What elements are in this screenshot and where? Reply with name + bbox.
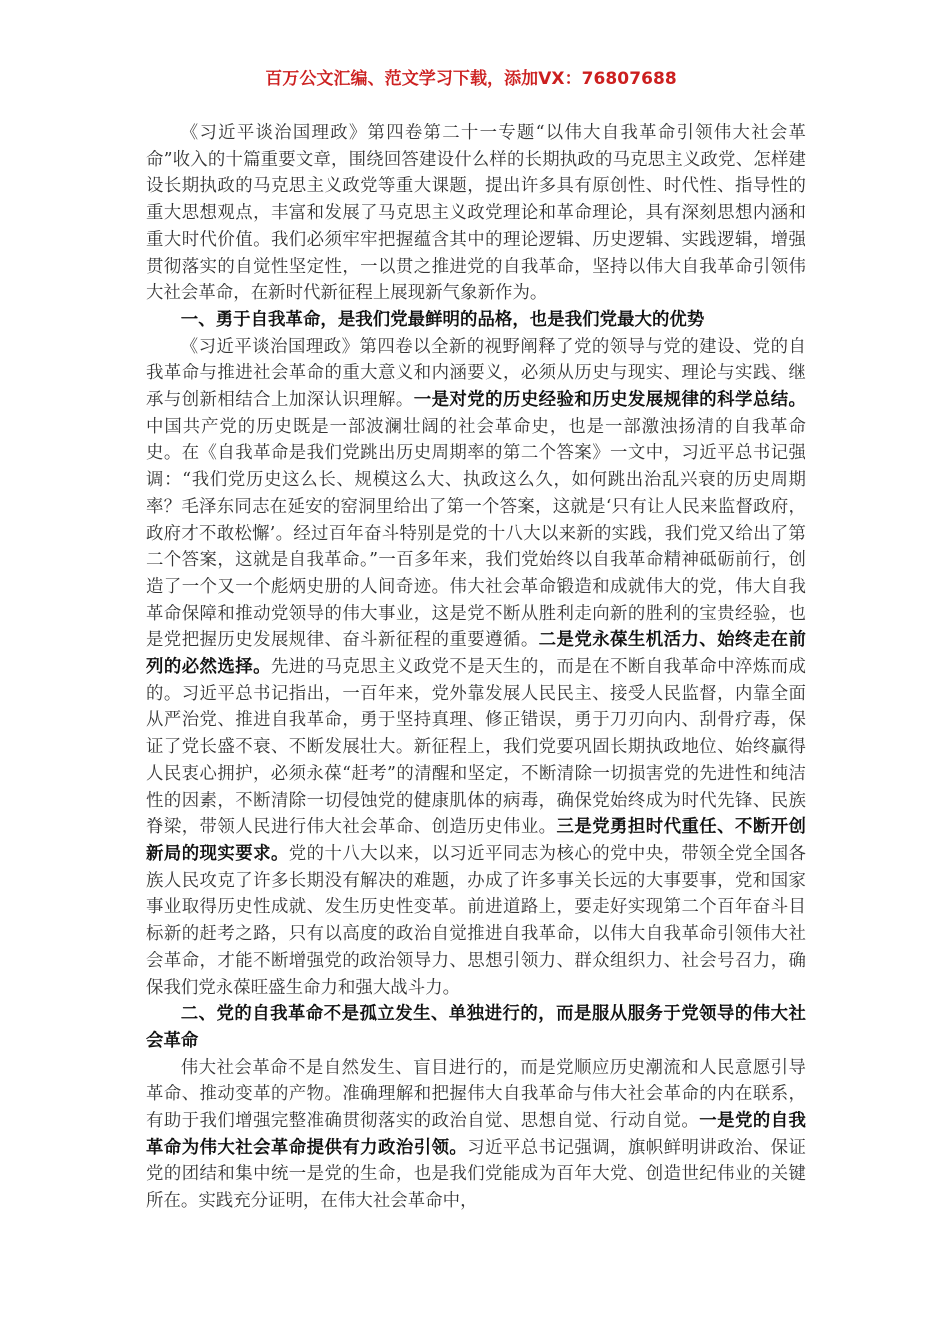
document-page (146, 64, 806, 1215)
text-run: 党的十八大以来，以习近平同志为核心的党中央，带领全党全国各族人民攻克了许多长期没有解决的难题，办成了许多事关长远的大事要事，党和国家事业取得历史性成就、发生历史性变革。前进道路上，要走好实现第二个百年奋斗目标新的赶考之路，只有以高度的政治自觉推进自我革命，以伟大自我革命引领伟大社会革命，才能不断增强党的政治领导力、思想引领力、群众组织力、社会号召力，确保我们党永葆旺盛生命力和强大战斗力。 (146, 843, 806, 998)
section-2-paragraph (146, 1055, 806, 1215)
bold-point-1: 一是党的自我革命为伟大社会革命提供有力政治引领。 (146, 1111, 806, 1158)
section-heading-2: 二、党的自我革命不是孤立发生、单独进行的，而是服从服务于党领导的伟大社会革命 (146, 1004, 806, 1051)
section-1-paragraph (146, 334, 806, 1002)
section-heading-1: 一、勇于自我革命，是我们党最鲜明的品格，也是我们党最大的优势 (180, 309, 705, 330)
bold-point-2: 二是党永葆生机活力、始终走在前列的必然选择。 (146, 630, 806, 678)
text-run: 伟大社会革命不是自然发生、盲目进行的，而是党顺应历史潮流和人民意愿引导革命、推动变革的产物。准确理解和把握伟大自我革命与伟大社会革命的内在联系，有助于我们增强完整准确贯彻落实的政治自觉、思想自觉、行动自觉。 (146, 1057, 806, 1132)
bold-point-1: 一是对党的历史经验和历史发展规律的科学总结。 (413, 390, 806, 411)
header-banner: 百万公文汇编、范文学习下载，添加VX：76807688 (265, 69, 677, 89)
text-run: 习近平总书记强调，旗帜鲜明讲政治、保证党的团结和集中统一是党的生命，也是我们党能成为百年大党、创造世纪伟业的关键所在。实践充分证明，在伟大社会革命中， (146, 1137, 806, 1212)
text-run: 中国共产党的历史既是一部波澜壮阔的社会革命史，也是一部激浊扬清的自我革命史。在《自我革命是我们党跳出历史周期率的第二个答案》一文中，习近平总书记强调：“我们党历史这么长、规模这么大、执政这么久，如何跳出治乱兴衰的历史周期率？毛泽东同志在延安的窑洞里给出了第一个答案，这就是‘只有让人民来监督政府，政府才不敢松懈’。经过百年奋斗特别是党的十八大以来新的实践，我们党又给出了第二个答案，这就是自我革命。”一百多年来，我们党始终以自我革命精神砥砺前行，创造了一个又一个彪炳史册的人间奇迹。伟大社会革命锻造和成就伟大的党，伟大自我革命保障和推动党领导的伟大事业，这是党不断从胜利走向新的胜利的宝贵经验，也是党把握历史发展规律、奋斗新征程的重要遵循。 (146, 416, 806, 651)
bold-point-3: 三是党勇担时代重任、不断开创新局的现实要求。 (146, 817, 806, 864)
intro-paragraph: 《习近平谈治国理政》第四卷第二十一专题“以伟大自我革命引领伟大社会革命”收入的十篇重要文章，围绕回答建设什么样的长期执政的马克思主义政党、怎样建设长期执政的马克思主义政党等重大课题，提出许多具有原创性、时代性、指导性的重大思想观点，丰富和发展了马克思主义政党理论和革命理论，具有深刻思想内涵和重大时代价值。我们必须牢牢把握蕴含其中的理论逻辑、历史逻辑、实践逻辑，增强贯彻落实的自觉性坚定性，一以贯之推进党的自我革命，坚持以伟大自我革命引领伟大社会革命，在新时代新征程上展现新气象新作为。 (146, 123, 806, 304)
text-run: 先进的马克思主义政党不是天生的，而是在不断自我革命中淬炼而成的。习近平总书记指出，一百年来，党外靠发展人民民主、接受人民监督，内靠全面从严治党、推进自我革命，勇于坚持真理、修正错误，勇于刀刃向内、刮骨疗毒，保证了党长盛不衰、不断发展壮大。新征程上，我们党要巩固长期执政地位、始终赢得人民衷心拥护，必须永葆“赶考”的清醒和坚定，不断清除一切损害党的先进性和纯洁性的因素，不断清除一切侵蚀党的健康肌体的病毒，确保党始终成为时代先锋、民族脊梁，带领人民进行伟大社会革命、创造历史伟业。 (146, 657, 807, 838)
text-run: 《习近平谈治国理政》第四卷以全新的视野阐释了党的领导与党的建设、党的自我革命与推进社会革命的重大意义和内涵要义，必须从历史与现实、理论与实践、继承与创新相结合上加深认识理解。 (146, 336, 806, 411)
